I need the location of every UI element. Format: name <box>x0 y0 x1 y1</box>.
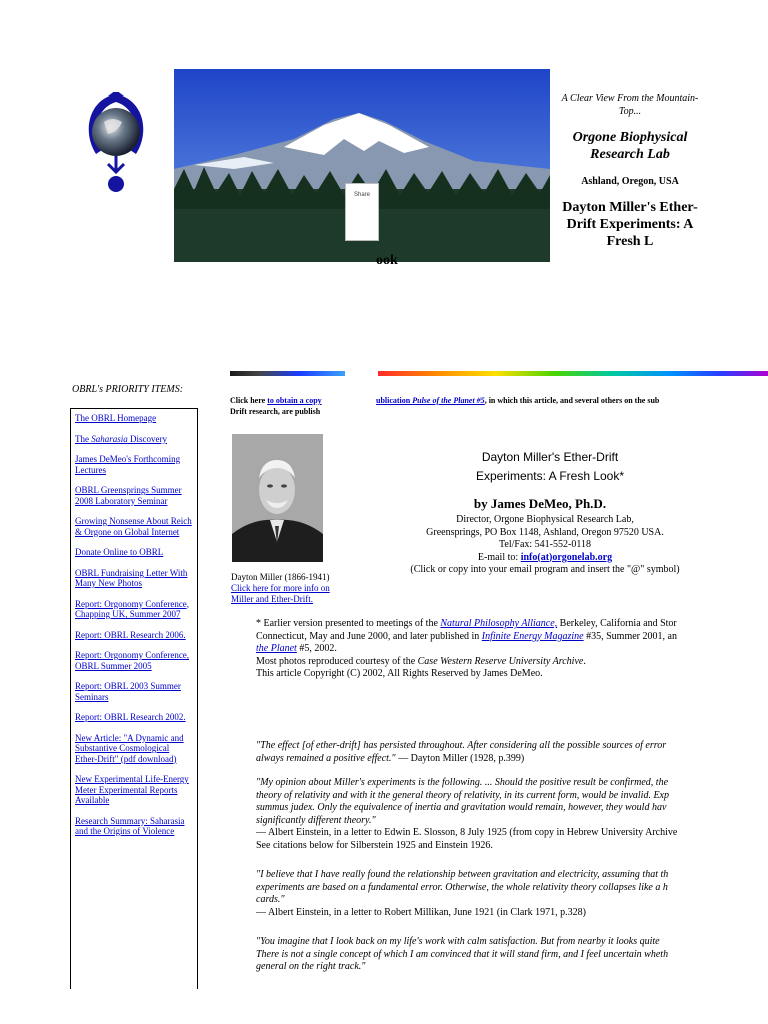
email-link[interactable]: info(at)orgonelab.org <box>520 551 613 563</box>
orgone-logo <box>78 92 154 196</box>
quote-line: "My opinion about Miller's experiments is the following. ... Should the positive result be confirmed, the <box>256 777 669 788</box>
quote-einstein-millikan <box>256 869 768 919</box>
sidebar-link-lectures[interactable]: James DeMeo's Forthcoming Lectures <box>75 454 181 475</box>
text: #35, Summer 2001, an <box>583 630 677 642</box>
quote-citation: — Albert Einstein, in a letter to Robert Millikan, June 1921 (in Clark 1971, p.328) <box>256 906 586 918</box>
link-text: Discovery <box>127 433 168 444</box>
quote-line: "The effect [of ether-drift] has persisted throughout. After considering all the possible sources of error <box>256 740 667 751</box>
dayton-miller-photo <box>232 434 323 562</box>
link-text-em: Saharasia <box>91 433 128 444</box>
sidebar-link-saharasia[interactable] <box>75 434 167 444</box>
quote-line: experiments are based on a fundamental error. Otherwise, the whole relativity theory collapses like a h <box>256 881 668 893</box>
sidebar-link-saharasia-summary[interactable]: Research Summary: Saharasia and the Origins of Violence <box>75 815 185 836</box>
sidebar-link-conference-2007[interactable]: Report: Orgonomy Conference, Chapping UK, Summer 2007 <box>75 598 190 619</box>
page-title: Dayton Miller's Ether-Drift Experiments: A Fresh L <box>562 200 698 249</box>
link-text-em: the Planet <box>256 643 297 654</box>
quote-miller <box>256 740 768 765</box>
sidebar-link-life-energy-meter[interactable]: New Experimental Life-Energy Meter Experimental Reports Available <box>75 774 189 805</box>
divider-bar-rainbow <box>378 371 768 376</box>
obtain-copy-link[interactable]: to obtain a copy <box>267 396 322 405</box>
priority-items-heading: OBRL's PRIORITY ITEMS: <box>72 384 184 395</box>
telfax-line: Tel/Fax: 541-552-0118 <box>499 539 591 550</box>
page-title-overflow: ook <box>376 253 398 268</box>
text: Berkeley, California and Stor <box>557 618 677 629</box>
text: Most photos reproduced courtesy of the <box>256 655 418 667</box>
article-byline: by James DeMeo, Ph.D. <box>473 496 607 511</box>
notice-text: , in which this article, and several others on the sub <box>484 396 660 405</box>
text-em: Case Western Reserve University Archive <box>417 655 584 667</box>
article-title <box>400 448 700 486</box>
link-text-em: Natural Philosophy Alliance, <box>440 618 558 629</box>
infinite-energy-link[interactable] <box>482 631 584 642</box>
share-label: Share <box>353 192 370 198</box>
sidebar-link-seminars-2003[interactable]: Report: OBRL 2003 Summer Seminars <box>75 681 181 702</box>
quote-line: summus judex. Only the equivalence of inertia and gravitation would remain, however, they would hav <box>256 802 667 813</box>
text: Connecticut, May and June 2000, and later published in <box>256 630 482 642</box>
sidebar-link-ether-drift-article[interactable]: New Article: "A Dynamic and Substantive Cosmological Ether-Drift" (pdf download) <box>75 732 184 764</box>
affiliation-line: Director, Orgone Biophysical Research Lab, <box>456 514 634 525</box>
sidebar-link-homepage[interactable]: The OBRL Homepage <box>75 413 157 423</box>
sidebar-link-conference-2005[interactable]: Report: Orgonomy Conference, OBRL Summer 2005 <box>75 650 190 671</box>
text: . <box>583 655 586 667</box>
publication-link[interactable] <box>376 396 485 405</box>
sidebar-link-research-2006[interactable]: Report: OBRL Research 2006. <box>75 629 186 640</box>
address-line: Greensprings, PO Box 1148, Ashland, Oregon 97520 USA. <box>426 526 664 538</box>
lab-name: Orgone Biophysical Research Lab <box>572 130 688 162</box>
link-text-em: Infinite Energy Magazine <box>481 630 584 642</box>
quote-line: "I believe that I have really found the relationship between gravitation and electricity, assuming that th <box>256 869 669 880</box>
text: * Earlier version presented to meetings of the <box>256 618 441 629</box>
lab-location: Ashland, Oregon, USA <box>581 176 679 187</box>
publication-notice <box>376 395 768 407</box>
tagline: A Clear View From the Mountain-Top... <box>561 93 699 117</box>
sidebar-link-growing-nonsense[interactable]: Growing Nonsense About Reich & Orgone on Global Internet <box>75 516 192 537</box>
quote-line: There is not a single concept of which I am convinced that it will stand firm, and I feel uncertain wheth <box>256 948 669 960</box>
quote-line: general on the right track." <box>256 961 366 972</box>
npa-link[interactable] <box>440 618 557 629</box>
divider-bar-left <box>230 371 345 376</box>
miller-info-link[interactable]: Click here for more info on Miller and Ether-Drift. <box>231 583 330 604</box>
notice-text: Drift research, are publish <box>230 407 321 416</box>
quote-line: "You imagine that I look back on my life's work with calm satisfaction. But from nearby it looks quite <box>256 936 660 947</box>
photo-caption-block <box>231 572 351 605</box>
sidebar-link-fundraising[interactable]: OBRL Fundraising Letter With Many New Photos <box>75 567 188 588</box>
quote-citation: — Albert Einstein, in a letter to Edwin E. Slosson, 8 July 1925 (from copy in Hebrew University Archive <box>256 827 678 838</box>
pulse-planet-link[interactable] <box>256 643 297 654</box>
quote-einstein-lifework <box>256 936 768 974</box>
notice-text: Click here <box>230 396 268 405</box>
link-text: The <box>75 433 92 444</box>
link-text-em: Pulse of the Planet #5 <box>412 396 485 405</box>
email-note: (Click or copy into your email program and insert the "@" symbol) <box>410 564 680 575</box>
copyright-line: This article Copyright (C) 2002, All Rights Reserved by James DeMeo. <box>256 668 543 679</box>
quote-citation: — Dayton Miller (1928, p.399) <box>395 752 525 764</box>
quote-line: significantly different theory." <box>256 814 376 826</box>
sidebar-link-donate[interactable]: Donate Online to OBRL <box>75 547 164 557</box>
quote-einstein-slosson <box>256 777 768 852</box>
link-text: ublication <box>376 396 413 405</box>
article-title-line: Dayton Miller's Ether-Drift <box>481 450 619 464</box>
quote-line: always remained a positive effect." <box>256 752 396 764</box>
photo-caption: Dayton Miller (1866-1941) <box>231 572 330 582</box>
author-contact <box>345 514 745 577</box>
quote-line: cards." <box>256 894 285 905</box>
email-line <box>345 552 745 565</box>
sidebar-link-research-2002[interactable]: Report: OBRL Research 2002. <box>75 712 186 722</box>
article-title-line: Experiments: A Fresh Look* <box>475 469 625 483</box>
quote-see-also: See citations below for Silberstein 1925 and Einstein 1926. <box>256 839 493 851</box>
text: #5, 2002. <box>296 643 337 654</box>
priority-items-sidebar <box>70 408 198 989</box>
obtain-copy-notice <box>230 395 346 419</box>
sidebar-link-seminar-2008[interactable]: OBRL Greensprings Summer 2008 Laboratory Seminar <box>75 485 182 506</box>
share-widget[interactable] <box>345 183 379 241</box>
quote-line: theory of relativity and with it the general theory of relativity, in its current form, would be invalid. Exp <box>256 789 669 801</box>
version-note <box>256 618 768 681</box>
email-label: E-mail to: <box>477 551 521 563</box>
